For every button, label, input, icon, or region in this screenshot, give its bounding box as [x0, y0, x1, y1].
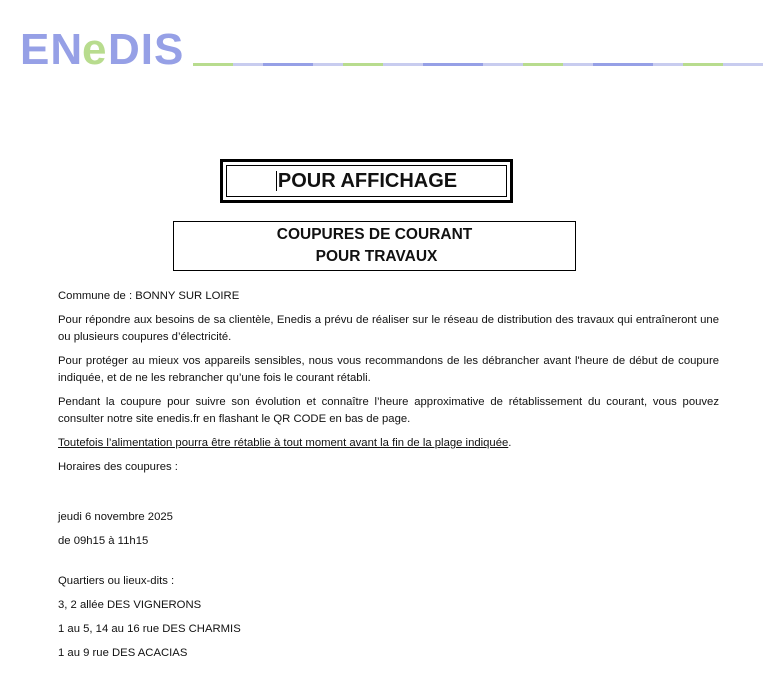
document-body: [58, 288, 719, 669]
title-box-inner: [226, 165, 507, 197]
quartiers-label: Quartiers ou lieux-dits :: [58, 575, 175, 587]
subtitle-line-2: POUR TRAVAUX: [315, 248, 438, 265]
schedule-time: de 09h15 à 11h15: [58, 535, 149, 547]
subtitle-line-1: COUPURES DE COURANT: [276, 226, 473, 243]
header-line: [193, 63, 763, 66]
spacer: [58, 483, 719, 509]
quartier-item: 3, 2 allée DES VIGNERONS: [58, 599, 202, 611]
title-text: POUR AFFICHAGE: [277, 169, 458, 192]
notice-suffix: .: [508, 437, 512, 449]
svg-text:EN: EN: [20, 28, 84, 70]
quartier-item: 1 au 9 rue DES ACACIAS: [58, 647, 188, 659]
title-box: [220, 159, 513, 203]
text-cursor: [276, 171, 277, 191]
quartier-item: 1 au 5, 14 au 16 rue DES CHARMIS: [58, 623, 241, 635]
paragraph-intro: Pour répondre aux besoins de sa clientèle, Enedis a prévu de réaliser sur le réseau de distribution des travaux qui entraîneront une ou plusieurs coupures d’électricité.: [58, 314, 719, 343]
spacer: [58, 557, 719, 573]
paragraph-suivi: Pendant la coupure pour suivre son évolution et connaître l’heure approximative de rétablissement du courant, vous pouvez consulter notre site enedis.fr en flashant le QR CODE en bas de page.: [58, 396, 719, 425]
subtitle-box: [173, 221, 576, 271]
paragraph-protection: Pour protéger au mieux vos appareils sensibles, nous vous recommandons de les débrancher avant l'heure de début de coupure indiquée, et de ne les rebrancher qu’une fois le courant rétabli.: [58, 355, 719, 384]
svg-text:e: e: [82, 28, 107, 70]
notice-underlined: Toutefois l’alimentation pourra être rétablie à tout moment avant la fin de la plage indiquée: [58, 437, 509, 449]
svg-text:DIS: DIS: [108, 28, 185, 70]
horaires-label: Horaires des coupures :: [58, 461, 178, 473]
notice-line: [58, 435, 719, 452]
enedis-logo: [20, 28, 190, 70]
commune-line: Commune de : BONNY SUR LOIRE: [58, 290, 240, 302]
schedule-date: jeudi 6 novembre 2025: [58, 511, 173, 523]
